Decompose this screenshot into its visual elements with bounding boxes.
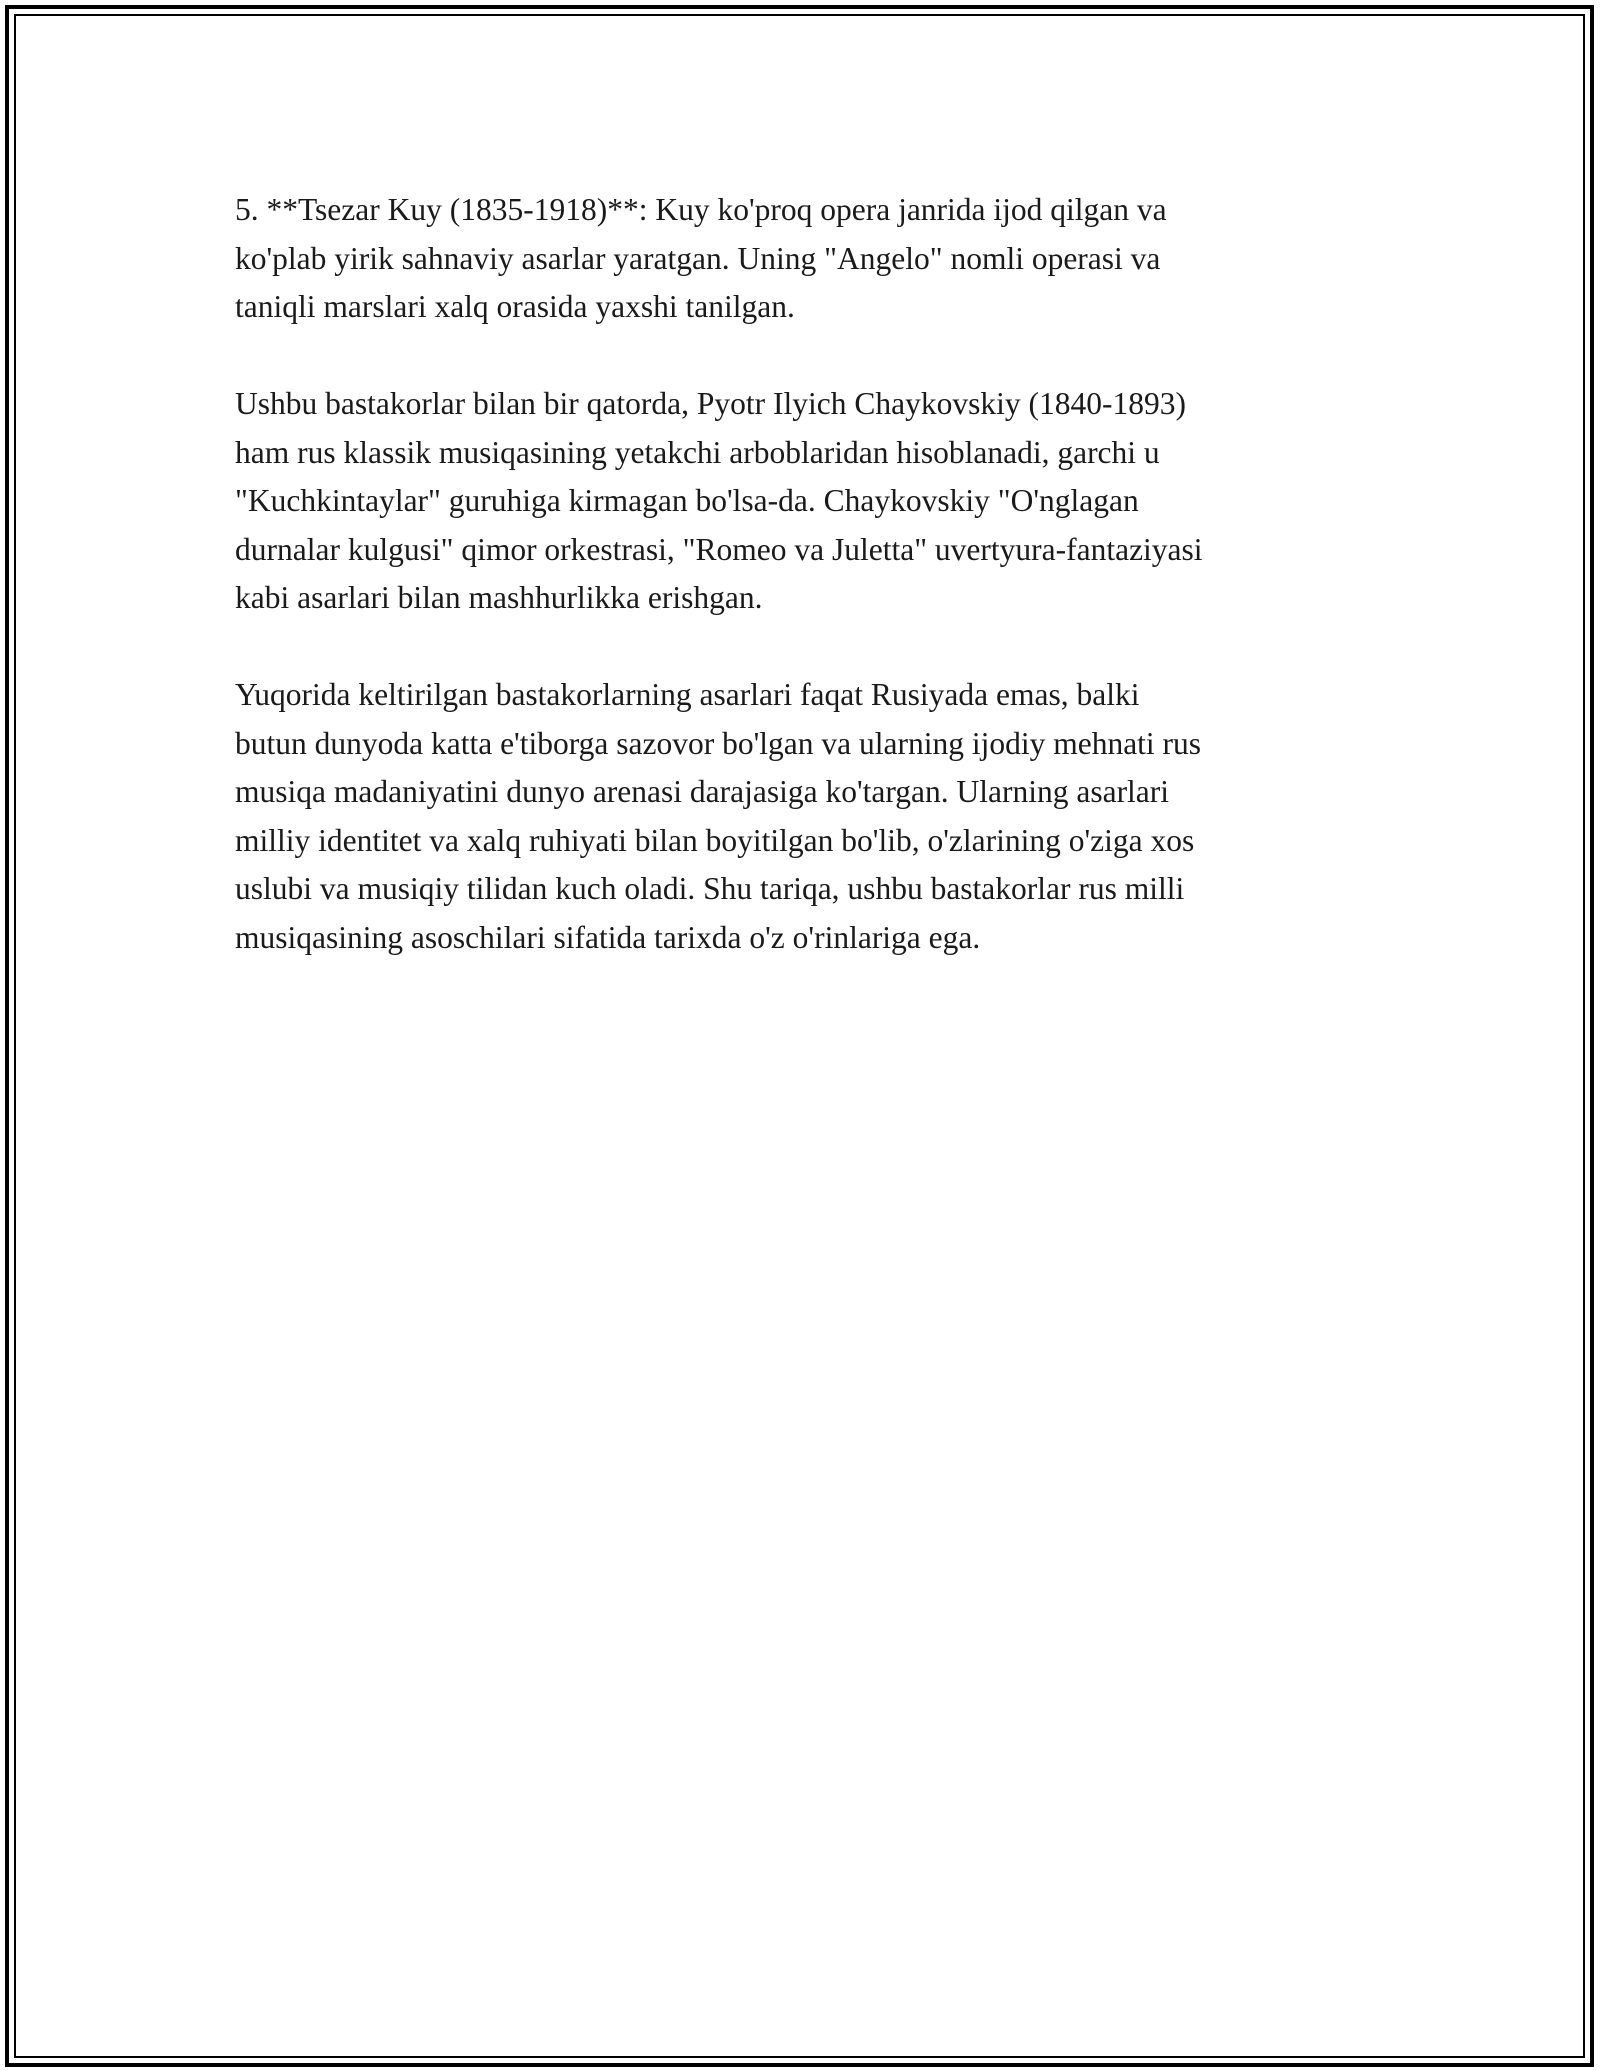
text-line: milliy identitet va xalq ruhiyati bilan boyitilgan bo'lib, o'zlarining o'ziga xos	[235, 822, 1195, 858]
paragraph-chaykovskiy	[235, 380, 1375, 623]
document-body	[235, 186, 1375, 1011]
text-line: ham rus klassik musiqasining yetakchi arboblaridan hisoblanadi, garchi u	[235, 434, 1160, 470]
text-line: ko'plab yirik sahnaviy asarlar yaratgan. Uning "Angelo" nomli operasi va	[235, 240, 1161, 276]
text-line: "Kuchkintaylar" guruhiga kirmagan bo'lsa-da. Chaykovskiy "O'nglagan	[235, 483, 1139, 518]
paragraph-tsezar-kuy	[235, 186, 1375, 332]
text-line: taniqli marslari xalq orasida yaxshi tanilgan.	[235, 289, 795, 324]
text-line: butun dunyoda katta e'tiborga sazovor bo'lgan va ularning ijodiy mehnati rus	[235, 725, 1202, 761]
text-line: kabi asarlari bilan mashhurlikka erishgan.	[235, 580, 763, 615]
text-line: Ushbu bastakorlar bilan bir qatorda, Pyotr Ilyich Chaykovskiy (1840-1893)	[235, 386, 1186, 421]
text-line: musiqa madaniyatini dunyo arenasi darajasiga ko'targan. Ularning asarlari	[235, 774, 1170, 809]
text-line: musiqasining asoschilari sifatida tarixda o'z o'rinlariga ega.	[235, 919, 981, 955]
text-line: 5. **Tsezar Kuy (1835-1918)**: Kuy ko'proq opera janrida ijod qilgan va	[235, 192, 1167, 227]
paragraph-conclusion	[235, 671, 1375, 962]
text-line: durnalar kulgusi" qimor orkestrasi, "Romeo va Juletta" uvertyura-fantaziyasi	[235, 531, 1203, 567]
text-line: Yuqorida keltirilgan bastakorlarning asarlari faqat Rusiyada emas, balki	[235, 677, 1140, 712]
text-line: uslubi va musiqiy tilidan kuch oladi. Shu tariqa, ushbu bastakorlar rus milli	[235, 871, 1185, 906]
